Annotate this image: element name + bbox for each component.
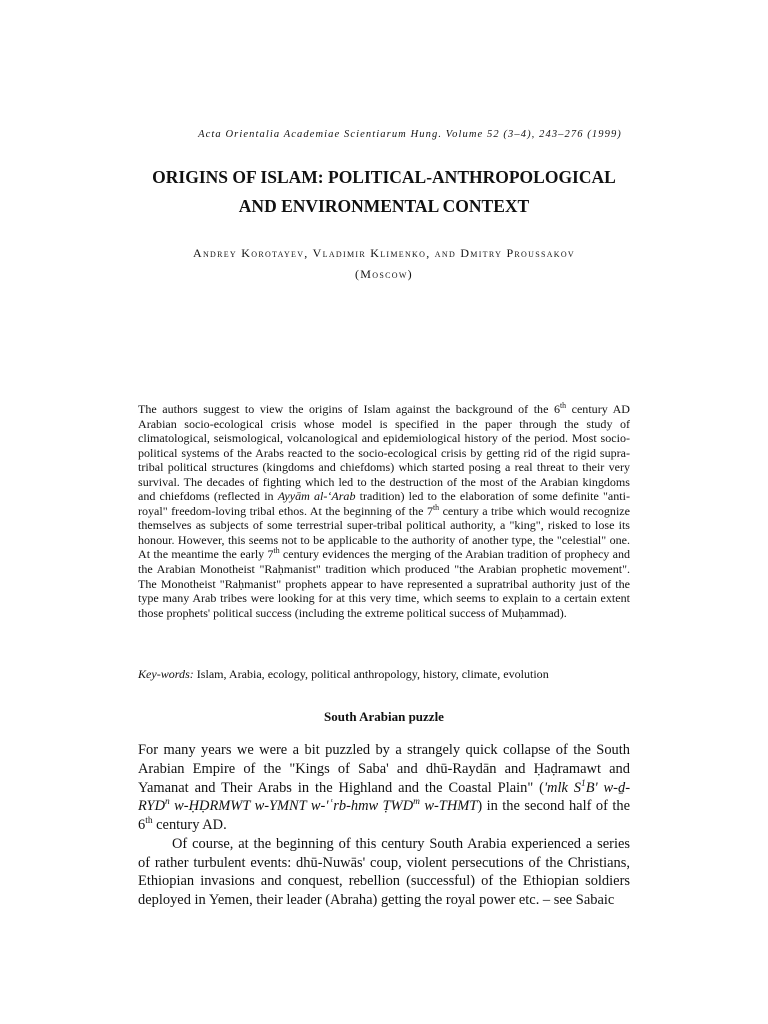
abstract-text: The authors suggest to view the origins of Islam against the background of the 6 bbox=[138, 402, 560, 416]
superscript: th bbox=[433, 502, 440, 512]
inscription-italic: 'mlk S bbox=[543, 779, 582, 796]
body-text-run: ) in the second half of the 6 bbox=[138, 798, 630, 833]
author-names: Andrey Korotayev, Vladimir Klimenko, and Dmitry Proussakov bbox=[192, 246, 576, 260]
superscript: th bbox=[273, 546, 280, 556]
superscript: th bbox=[145, 816, 153, 827]
abstract-text: tradition) led to the elaboration of some definite "anti-royal" freedom-loving tribal ethos. At the beginning of the 7 bbox=[138, 489, 630, 518]
keywords-label: Key-words: bbox=[138, 667, 194, 681]
body-paragraph-2: Of course, at the beginning of this century South Arabia experienced a series of rather turbulent events: dhū-Nuwās' coup, violent persecutions of the Christians, Ethiopian invasions and conquest, rebellion (successful) of the Ethiopian soldiers deployed in Yemen, their leader (Abraha) getting the royal power etc. – see Sabaic bbox=[138, 835, 630, 908]
body-text bbox=[138, 741, 630, 910]
superscript bbox=[413, 797, 420, 807]
keywords-text: Islam, Arabia, ecology, political anthropology, history, climate, evolution bbox=[193, 667, 549, 681]
inscription-italic: w-THMT bbox=[419, 798, 478, 815]
abstract-text: century AD Arabian socio-ecological crisis whose model is specified in the paper through the study of climatological, seismological, volcanological and epidemiological history of the period. Most socio-political systems of the Arabs reacted to the socio-ecological crisis by getting rid of the rigid supra-tribal political structures (kingdoms and chiefdoms) which started posing a real threat to their very survival. The decades of fighting which led to the destruction of the most of the Arabian kingdoms and chiefdoms (reflected in bbox=[138, 402, 630, 504]
abstract-italic-term: Ayyām al-‘Arab bbox=[277, 489, 356, 504]
abstract-text: century a tribe which would recognize themselves as subjects of some terrestrial super-tribal political authority, a "king", risked to lose its honour. However, this seems not to be applicable to the authority of another type, the "celestial" one. At the meantime the early 7 bbox=[138, 503, 630, 562]
author-affiliation: (Moscow) bbox=[355, 267, 413, 281]
author-block bbox=[138, 243, 630, 285]
title-line-1: ORIGINS OF ISLAM: POLITICAL-ANTHROPOLOGICAL bbox=[152, 167, 616, 187]
section-heading: South Arabian puzzle bbox=[324, 709, 444, 724]
inscription-italic: m bbox=[413, 797, 420, 808]
keywords bbox=[138, 667, 630, 682]
abstract-text: century evidences the merging of the Arabian tradition of prophecy and the Arabian Monotheist "Raḥmanist" tradition which produced "the Arabian prophetic movement". The Monotheist "Raḥmanist" prophets appear to have represented a supratribal authority just of the type many Arab tribes were looking for at this very time, which seems to explain to a certain extent those prophets' political success (including the extreme political success of Muḥammad). bbox=[138, 547, 631, 620]
inscription-italic: n bbox=[165, 797, 170, 808]
body-paragraph-1 bbox=[138, 741, 630, 835]
body-text-run: century AD. bbox=[152, 817, 227, 833]
inscription-italic: 1 bbox=[581, 778, 586, 789]
abstract bbox=[138, 402, 630, 620]
superscript: th bbox=[559, 400, 567, 410]
body-text-run: For many years we were a bit puzzled by a strangely quick collapse of the South Arabian Empire of the "Kings of Saba' and dhū-Raydān and Ḥaḍramawt and Yamanat and Their Arabs in the Highland and the Coastal Plain" ( bbox=[138, 742, 630, 796]
journal-header: Acta Orientalia Academiae Scientiarum Hung. Volume 52 (3–4), 243–276 (1999) bbox=[198, 129, 622, 140]
inscription-italic: w-ḤḌRMWT w-YMNT w-'ʿrb-hmw ṬWD bbox=[169, 798, 414, 815]
title-line-2: AND ENVIRONMENTAL CONTEXT bbox=[238, 196, 530, 216]
inscription-italic: B' w-ḏ-RYD bbox=[138, 779, 630, 815]
paper-title bbox=[138, 163, 630, 221]
